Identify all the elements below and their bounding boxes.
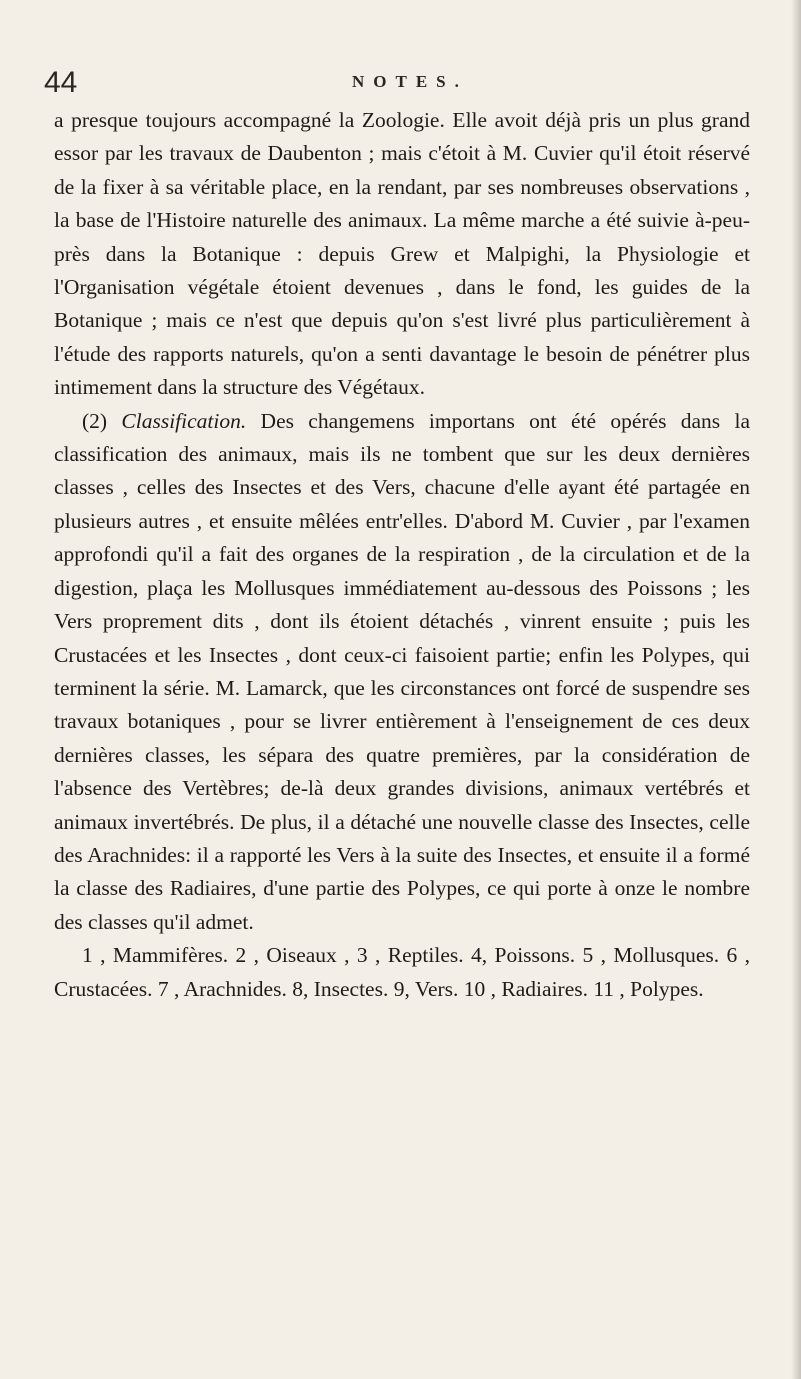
page-edge-shadow <box>791 0 801 1379</box>
note-body: Des changemens importans ont été opérés dans la classification des animaux, mais ils ne tombent que sur les deux dernières classes , celles des Insectes et des Vers, chacune d'elle ayant été partagée en plusieurs autres , et ensuite mêlées entr'elles. D'abord M. Cuvier , par l'examen approfondi qu'il a fait des organes de la respiration , de la circulation et de la digestion, plaça les Mollusques immédiatement au-dessous des Poissons ; les Vers proprement dits , dont ils étoient détachés , vinrent ensuite ; puis les Crustacées et les Insectes , dont ceux-ci faisoient partie; enfin les Polypes, qui terminent la série. M. Lamarck, que les circonstances ont forcé de suspendre ses travaux botaniques , pour se livrer entièrement à l'enseignement de ces deux dernières classes, les sépara des quatre premières, par la considération de l'absence des Vertèbres; de-là deux grandes divisions, animaux vertébrés et animaux invertébrés. De plus, il a détaché une nouvelle classe des Insectes, celle des Arachnides: il a rapporté les Vers à la suite des Insectes, et ensuite il a formé la classe des Radiaires, d'une partie des Polypes, ce qui porte à onze le nombre des classes qu'il admet. <box>54 408 750 934</box>
page-number: 44 <box>44 66 78 99</box>
running-title: NOTES. <box>352 72 468 91</box>
note-heading: Classification. <box>121 408 247 433</box>
paragraph-classification <box>54 405 750 940</box>
paragraph-continuation: a presque toujours accompagné la Zoologie. Elle avoit déjà pris un plus grand essor par les travaux de Daubenton ; mais c'étoit à M. Cuvier qu'il étoit réservé de la fixer à sa véritable place, en la rendant, par ses nombreuses observations , la base de l'Histoire naturelle des animaux. La même marche a été suivie à-peu-près dans la Botanique : depuis Grew et Malpighi, la Physiologie et l'Organisation végétale étoient devenues , dans le fond, les guides de la Botanique ; mais ce n'est que depuis qu'on s'est livré plus particulièrement à l'étude des rapports naturels, qu'on a senti davantage le besoin de pénétrer plus intimement dans la structure des Végétaux. <box>54 108 750 400</box>
page-body <box>54 104 750 1006</box>
note-number: (2) <box>82 408 108 433</box>
page-header <box>44 66 744 100</box>
classes-list: 1 , Mammifères. 2 , Oiseaux , 3 , Reptiles. 4, Poissons. 5 , Mollusques. 6 , Crustacées. 7 , Arachnides. 8, Insectes. 9, Vers. 10 , Radiaires. 11 , Polypes. <box>54 943 750 1001</box>
